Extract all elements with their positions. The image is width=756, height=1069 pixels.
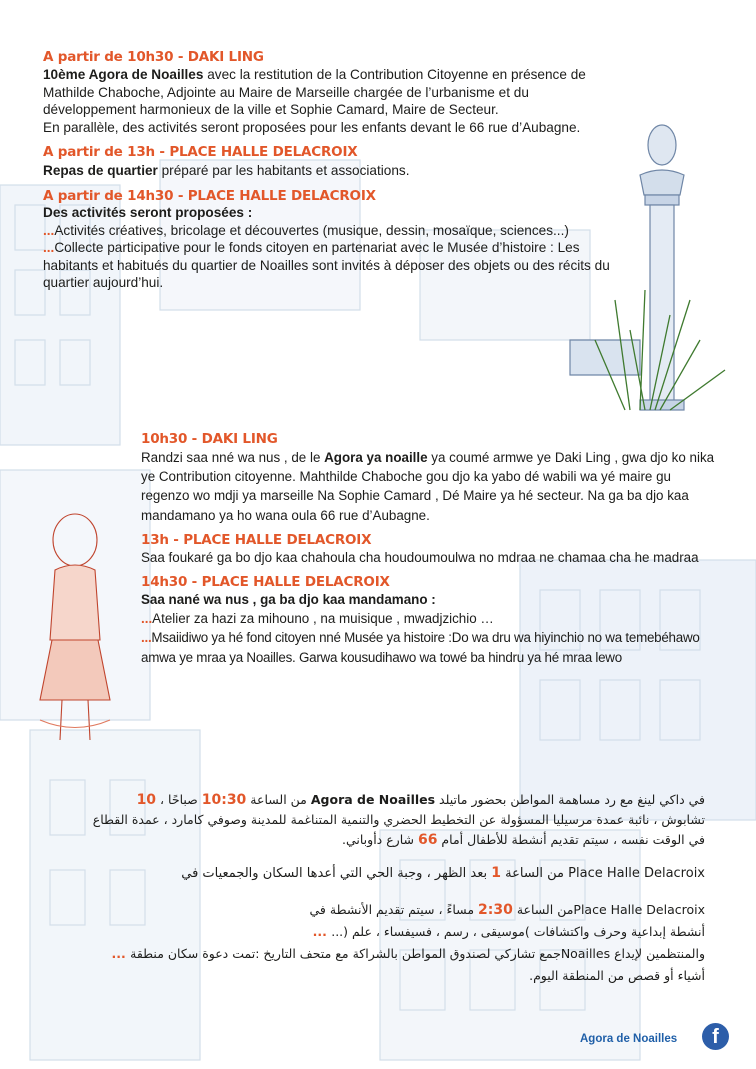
km-heading-2: 13h - PLACE HALLE DELACROIX: [141, 531, 372, 548]
fr-paragraph-2: En parallèle, des activités seront proposées pour les enfants devant le 66 rue d’Aubagne.: [43, 119, 581, 135]
ar-l1a: في داكي لينغ مع رد مساهمة المواطن بحضور ماتيلد: [435, 792, 705, 807]
fr-activities-bold: Des activités seront proposées :: [43, 204, 253, 220]
ar-line-5: [40, 899, 705, 921]
km-item-2-text: Msaiidiwo ya hé fond citoyen nné Musée ya histoire :Do wa dru wa hiyinchio no wa temebéhawo amwa ye mraa ya Noailles. Garwa kousudihawo wa towé ba hindru ya hé mraa lewo: [141, 630, 700, 665]
ar-l4c: بعد الظهر ، وجبة الحي التي أعدها السكان والجمعيات في: [181, 866, 492, 881]
footer-label: Agora de Noailles: [580, 1033, 678, 1045]
ar-line-8: أشياء أو قصص من المنطقة اليوم.: [529, 968, 705, 983]
fr-text-3: préparé par les habitants et associations.: [157, 163, 410, 179]
arabic-section: [40, 790, 705, 987]
km-item-1-text: Atelier za hazi za mihouno , na muisique , mwadjzichio …: [152, 611, 494, 627]
ar-l1c: من الساعة: [246, 792, 311, 807]
km-dots-2: ...: [141, 630, 152, 646]
km-item-2: [141, 628, 721, 666]
fr-heading-3: A partir de 14h30 - PLACE HALLE DELACROIX: [43, 187, 376, 204]
fr-paragraph-3: [43, 162, 623, 180]
ar-l6: أنشطة إبداعية وحرف واكتشافات )موسيقى ، رسم ، فسيفساء ، علم (...: [331, 924, 705, 939]
ar-line-7: [40, 943, 705, 965]
fr-dots-1: ...: [43, 222, 55, 238]
ar-l1b: Agora de Noailles: [310, 792, 436, 807]
ar-l4a: Place Halle Delacroix: [568, 866, 705, 881]
ar-l1num: 10:30: [201, 792, 247, 808]
km-heading-3: 14h30 - PLACE HALLE DELACROIX: [141, 574, 390, 591]
fr-item-2: [43, 239, 623, 292]
ar-l7c: جمع تشاركي لصندوق المواطن بالشراكة مع متحف التاريخ :تمت دعوة سكان منطقة: [130, 946, 561, 961]
km-item-1: [141, 609, 721, 628]
fr-heading-1: A partir de 10h30 - DAKI LING: [43, 49, 264, 65]
km-activities-bold: Saa nané wa nus , ga ba djo kaa mandamano :: [141, 592, 436, 608]
km-heading-1: 10h30 - DAKI LING: [141, 431, 278, 447]
fr-item-1-text: Activités créatives, bricolage et découvertes (musique, dessin, mosaïque, sciences...): [54, 222, 569, 238]
km-paragraph-2: Saa foukaré ga bo djo kaa chahoula cha houdoumoulwa no mdraa ne chamaa cha he madraa: [141, 549, 699, 565]
ar-l1num2: 10: [136, 792, 157, 808]
ar-l6dots: ...: [312, 924, 332, 939]
km-pre: Randzi saa nné wa nus , de le: [141, 450, 325, 465]
ar-l3a: في الوقت نفسه ، سيتم تقديم أنشطة للأطفال أمام: [437, 832, 705, 847]
ar-line-3: [40, 830, 705, 850]
ar-l3num: 66: [417, 832, 438, 848]
ar-l5c: مساءً ، سيتم تقديم الأنشطة في: [309, 902, 479, 917]
km-dots-1: ...: [141, 611, 153, 627]
km-agora-bold: Agora ya noaille: [324, 450, 428, 465]
ar-line-4: [40, 862, 705, 885]
comorian-section: [141, 431, 721, 667]
fr-paragraph-1: [43, 66, 623, 119]
ar-l3b: شارع دأوباني.: [342, 832, 418, 847]
ar-l4num: 1: [491, 865, 502, 881]
ar-l5num: 2:30: [478, 902, 513, 918]
fr-repas-bold: Repas de quartier: [43, 163, 158, 179]
fr-text-1: avec la restitution de la Contribution Citoyenne en présence de Mathilde Chaboche, Adjointe au Maire de Marseille chargée de l’urbanisme et du développement harmonieux de la ville et Sophie Camard, Maire de Secteur.: [43, 67, 586, 118]
ar-line-2: تشابوش ، نائبة عمدة مرسيليا المسؤولة عن التخطيط الحضري والتنمية المتناغمة للمدينة وصوفي كامارد ، عمدة القطاع: [92, 812, 705, 827]
facebook-icon[interactable]: f: [702, 1023, 729, 1050]
french-section: [43, 49, 623, 292]
km-paragraph-1: [141, 448, 721, 525]
ar-l7a: والمنتظمين لإيداع: [610, 946, 705, 961]
fr-agora-bold: 10ème Agora de Noailles: [43, 67, 204, 82]
ar-l4b: من الساعة: [501, 866, 569, 881]
fr-item-1: [43, 222, 623, 240]
ar-l5a: Place Halle Delacroix: [573, 902, 705, 917]
ar-line-6: [40, 921, 705, 943]
fr-item-2-text: Collecte participative pour le fonds citoyen en partenariat avec le Musée d’histoire : Les habitants et habitués du quartier de Noailles sont invités à déposer des objets ou des récits du quartier aujourd’hui.: [43, 240, 610, 291]
ar-l7b: Noailles: [560, 946, 611, 961]
ar-l7dots: ...: [111, 946, 131, 961]
ar-l1d: صباحًا ،: [156, 792, 202, 807]
ar-line-1: [40, 790, 705, 810]
ar-l5b: من الساعة: [512, 902, 574, 917]
fr-dots-2: ...: [43, 240, 55, 256]
km-post: ya coumé armwe ye Daki Ling , gwa djo ko nika ye Contribution citoyenne. Mahthilde Chaboche gou djo ka yabo dé wabili wa yé maire gu regenzo wo mdji ya marseille Na Sophie Camard , Dé Maire ya hé secteur. Na ga ba djo kaa mandamano ya ho wana oula 66 rue d’Aubagne.: [141, 450, 715, 523]
fr-heading-2: A partir de 13h - PLACE HALLE DELACROIX: [43, 144, 358, 161]
